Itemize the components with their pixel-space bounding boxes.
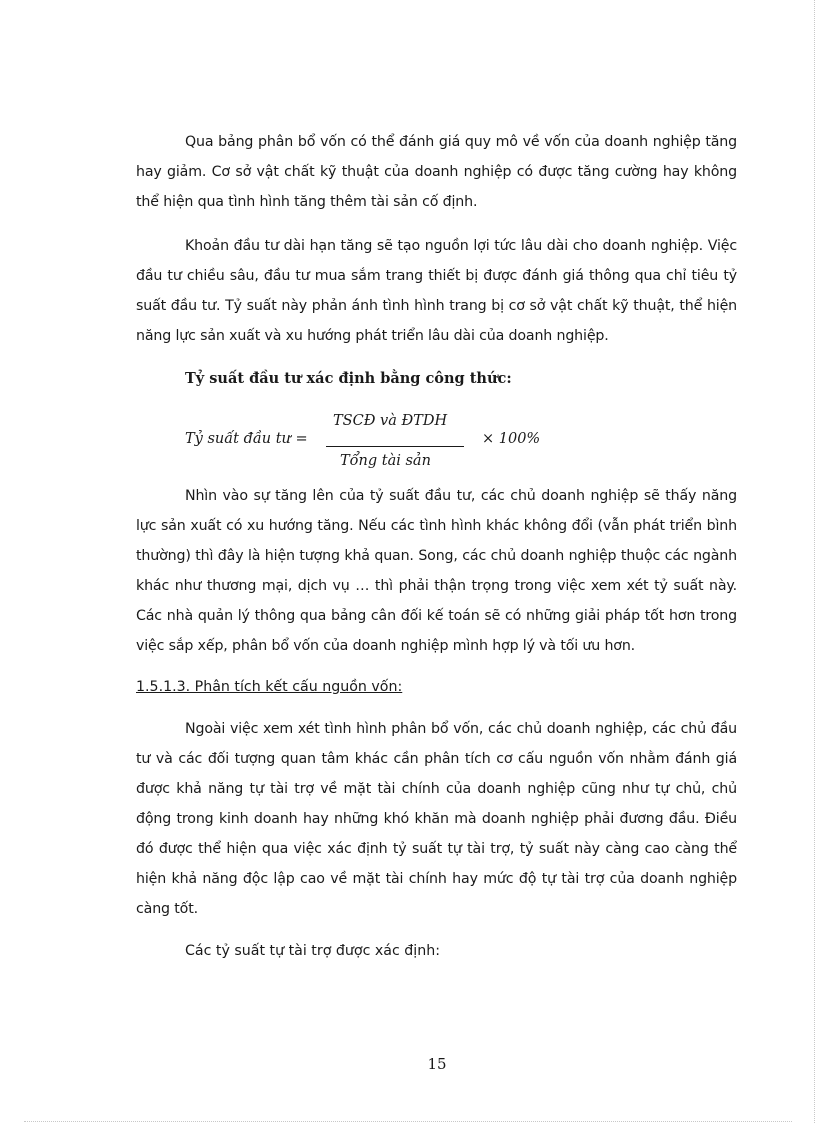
paragraph-ratio-interpretation: Nhìn vào sự tăng lên của tỷ suất đầu tư, các chủ doanh nghiệp sẽ thấy năng lực sản xuất có xu hướng tăng. Nếu các tình hình khác không đổi (vẫn phát triển bình thường) thì đây là hiện tượng khả quan. Song, các chủ doanh nghiệp thuộc các ngành khác như thương mại, dịch vụ … thì phải thận trọng trong việc xem xét tỷ suất này. Các nhà quản lý thông qua bảng cân đối kế toán sẽ có những giải pháp tốt hơn trong việc sắp xếp, phân bổ vốn của doanh nghiệp mình hợp lý và tối ưu hơn. <box>136 488 737 654</box>
formula-multiplier: × 100% <box>482 431 541 447</box>
closing-line: Các tỷ suất tự tài trợ được xác định: <box>185 943 440 959</box>
formula-denominator: Tổng tài sản <box>340 453 431 469</box>
formula-label: Tỷ suất đầu tư = <box>185 431 308 447</box>
formula-numerator: TSCĐ và ĐTDH <box>333 413 448 429</box>
footer-divider <box>24 1121 792 1122</box>
paragraph-capital-structure: Ngoài việc xem xét tình hình phân bổ vốn, các chủ doanh nghiệp, các chủ đầu tư và các đối tượng quan tâm khác cần phân tích cơ cấu nguồn vốn nhằm đánh giá được khả năng tự tài trợ về mặt tài chính của doanh nghiệp cũng như tự chủ, chủ động trong kinh doanh hay những khó khăn mà doanh nghiệp phải đương đầu. Điều đó được thể hiện qua việc xác định tỷ suất tự tài trợ, tỷ suất này càng cao càng thể hiện khả năng độc lập cao về mặt tài chính hay mức độ tự tài trợ của doanh nghiệp càng tốt. <box>136 721 737 917</box>
paragraph-long-term-investment: Khoản đầu tư dài hạn tăng sẽ tạo nguồn lợi tức lâu dài cho doanh nghiệp. Việc đầu tư chiều sâu, đầu tư mua sắm trang thiết bị được đánh giá thông qua chỉ tiêu tỷ suất đầu tư. Tỷ suất này phản ánh tình hình trang bị cơ sở vật chất kỹ thuật, thể hiện năng lực sản xuất và xu hướng phát triển lâu dài của doanh nghiệp. <box>136 238 737 344</box>
formula-heading: Tỷ suất đầu tư xác định bằng công thức: <box>185 370 512 387</box>
page-number: 15 <box>427 1055 447 1073</box>
right-page-edge <box>814 0 815 1123</box>
paragraph-capital-allocation: Qua bảng phân bổ vốn có thể đánh giá quy mô về vốn của doanh nghiệp tăng hay giảm. Cơ sở vật chất kỹ thuật của doanh nghiệp có được tăng cường hay không thể hiện qua tình hình tăng thêm tài sản cố định. <box>136 134 737 210</box>
section-heading: 1.5.1.3. Phân tích kết cấu nguồn vốn: <box>136 679 403 695</box>
fraction-bar <box>326 446 464 447</box>
